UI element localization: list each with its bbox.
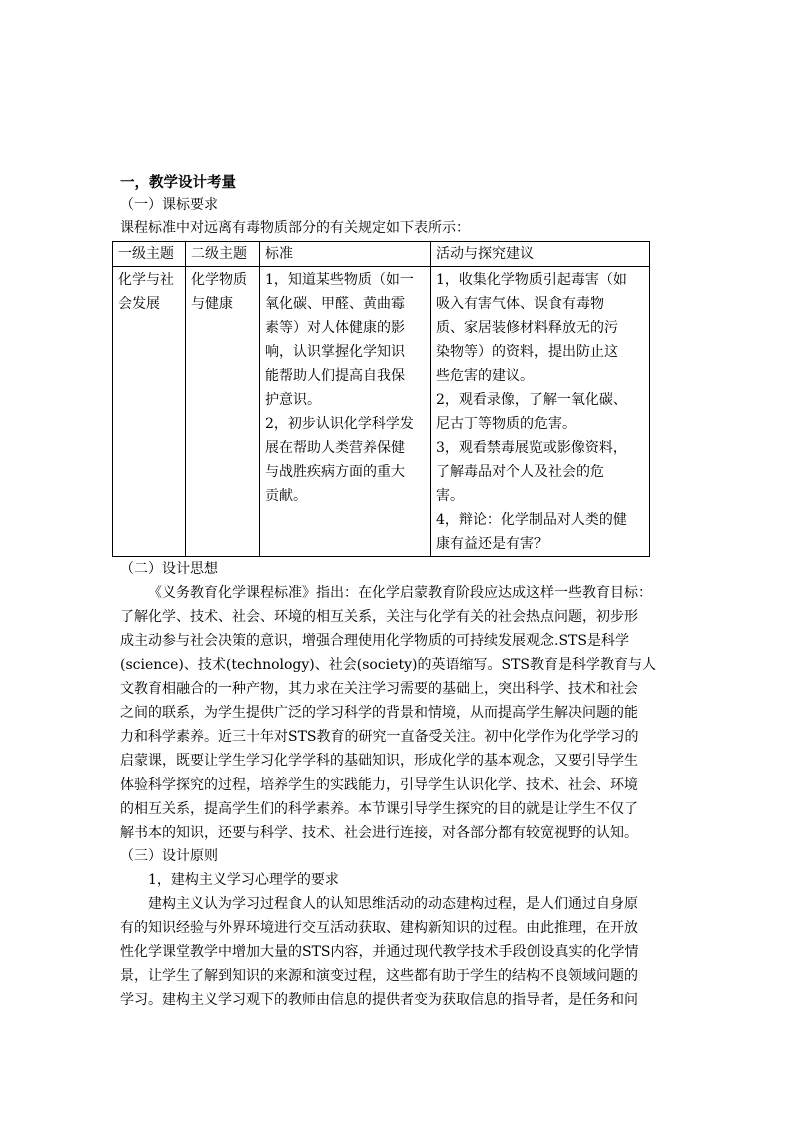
header-level1-topic: 一级主题 [113, 242, 186, 267]
curriculum-standard-table [112, 241, 650, 557]
paragraph-line: 《义务教育化学课程标准》指出：在化学启蒙教育阶段应达成这样一些教育目标： [148, 585, 652, 601]
cell-level1-topic [113, 267, 186, 557]
cell-text-line: 展在帮助人类营养保健 [265, 440, 405, 456]
section3-paragraph [120, 892, 676, 1012]
cell-text-line: 化学与社 [118, 272, 174, 288]
paragraph-line: 建构主义认为学习过程食人的认知思维活动的动态建构过程，是人们通过自身原 [148, 896, 638, 912]
cell-text-line: 与战胜疾病方面的重大 [265, 464, 405, 480]
cell-text-line: 素等）对人体健康的影 [265, 320, 405, 336]
table-row [113, 267, 650, 557]
cell-text-line: 3，观看禁毒展览或影像资料， [436, 440, 627, 456]
section1-title: （一）课标要求 [120, 197, 218, 213]
section2-title: （二）设计思想 [120, 561, 218, 577]
cell-text-line: 贡献。 [265, 488, 307, 504]
paragraph-line: 了解化学、技术、社会、环境的相互关系，关注与化学有关的社会热点问题，初步形 [120, 609, 638, 625]
cell-text-line: 康有益还是有害？ [436, 536, 548, 552]
header-standard: 标准 [260, 242, 431, 267]
document-content [120, 172, 676, 1012]
paragraph-line: 启蒙课，既要让学生学习化学学科的基础知识，形成化学的基本观念，又要引导学生 [120, 753, 638, 769]
cell-text-line: 了解毒品对个人及社会的危 [436, 464, 604, 480]
cell-text-line: 化学物质 [191, 272, 247, 288]
cell-level2-topic [186, 267, 260, 557]
paragraph-line: 有的知识经验与外界环境进行交互活动获取、建构新知识的过程。由此推理，在开放 [120, 920, 638, 936]
paragraph-line: 成主动参与社会决策的意识，增强合理使用化学物质的可持续发展观念.STS是科学 [120, 633, 629, 649]
header-level2-topic: 二级主题 [186, 242, 260, 267]
header-activity-suggestions: 活动与探究建议 [431, 242, 650, 267]
paragraph-line: 学习。建构主义学习观下的教师由信息的提供者变为获取信息的指导者，是任务和问 [120, 992, 638, 1008]
section3-title: （三）设计原则 [120, 848, 218, 864]
paragraph-line: 体验科学探究的过程，培养学生的实践能力，引导学生认识化学、技术、社会、环境 [120, 777, 638, 793]
cell-text-line: 2，观看录像，了解一氧化碳、 [436, 392, 627, 408]
paragraph-line: 性化学课堂教学中增加大量的STS内容，并通过现代教学技术手段创设真实的化学情 [120, 944, 639, 960]
table-header-row [113, 242, 650, 267]
paragraph-line: (science)、技术(technology)、社会(society)的英语缩写。STS教育是科学教育与人 [120, 657, 656, 673]
cell-text-line: 1，知道某些物质（如一 [265, 272, 414, 288]
paragraph-line: 之间的联系，为学生提供广泛的学习科学的背景和情境，从而提高学生解决问题的能 [120, 705, 638, 721]
cell-text-line: 氧化碳、甲醛、黄曲霉 [265, 296, 405, 312]
cell-text-line: 尼古丁等物质的危害。 [436, 416, 576, 432]
cell-text-line: 会发展 [118, 296, 160, 312]
paragraph-line: 景，让学生了解到知识的来源和演变过程，这些都有助于学生的结构不良领域问题的 [120, 968, 638, 984]
cell-text-line: 1，收集化学物质引起毒害（如 [436, 272, 627, 288]
cell-text-line: 染物等）的资料，提出防止这 [436, 344, 618, 360]
cell-text-line: 响，认识掌握化学知识 [265, 344, 405, 360]
cell-text-line: 些危害的建议。 [436, 368, 534, 384]
cell-text-line: 4，辩论：化学制品对人类的健 [436, 512, 627, 528]
cell-text-line: 能帮助人们提高自我保 [265, 368, 405, 384]
paragraph-line: 力和科学素养。近三十年对STS教育的研究一直备受关注。初中化学作为化学学习的 [120, 729, 639, 745]
cell-text-line: 护意识。 [265, 392, 321, 408]
cell-text-line: 质、家居装修材料释放无的污 [436, 320, 618, 336]
section1-intro: 课程标准中对远离有毒物质部分的有关规定如下表所示： [120, 220, 470, 236]
cell-standard [260, 267, 431, 557]
paragraph-line: 的相互关系，提高学生们的科学素养。本节课引导学生探究的目的就是让学生不仅了 [120, 801, 638, 817]
cell-text-line: 吸入有害气体、误食有毒物 [436, 296, 604, 312]
cell-activity-suggestions [431, 267, 650, 557]
paragraph-line: 解书本的知识，还要与科学、技术、社会进行连接，对各部分都有较宽视野的认知。 [120, 825, 638, 841]
section2-paragraph [120, 581, 676, 845]
section3-subtitle: 1，建构主义学习心理学的要求 [148, 872, 339, 888]
cell-text-line: 与健康 [191, 296, 233, 312]
cell-text-line: 2，初步认识化学科学发 [265, 416, 414, 432]
heading-teaching-design: 一，教学设计考量 [120, 174, 236, 191]
cell-text-line: 害。 [436, 488, 464, 504]
paragraph-line: 文教育相融合的一种产物，其力求在关注学习需要的基础上，突出科学、技术和社会 [120, 681, 638, 697]
